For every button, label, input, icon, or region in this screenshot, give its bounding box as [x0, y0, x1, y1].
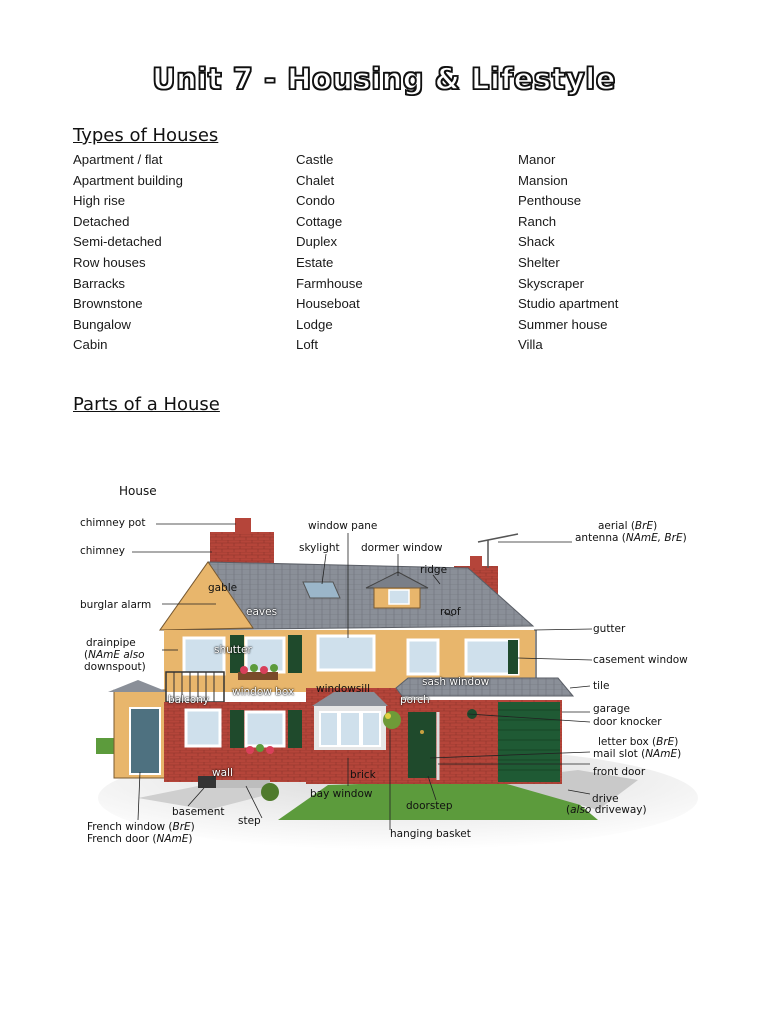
label-hanging-basket: hanging basket: [390, 828, 471, 840]
list-item: Penthouse: [518, 193, 582, 209]
list-item: Houseboat: [296, 296, 360, 312]
label-wall: wall: [212, 767, 233, 779]
list-item: Detached: [73, 213, 130, 229]
chimney-pot: [235, 518, 251, 534]
label-balcony: balcony: [168, 694, 210, 706]
label-window-box: window box: [232, 686, 295, 698]
list-item: Loft: [296, 337, 318, 353]
list-item: High rise: [73, 193, 126, 209]
label-downspout: downspout): [84, 661, 146, 673]
list-item: Bungalow: [73, 316, 131, 332]
label-doorstep: doorstep: [406, 800, 453, 812]
label-windowsill: windowsill: [316, 683, 371, 695]
types-column-3: [518, 150, 618, 356]
list-item: Lodge: [296, 316, 333, 332]
list-item: Brownstone: [73, 296, 143, 312]
list-item: Shack: [518, 234, 555, 250]
list-item: Mansion: [518, 172, 568, 188]
label-eaves: eaves: [246, 606, 278, 618]
diagram-title: House: [119, 484, 157, 498]
label-dormer-window: dormer window: [361, 542, 443, 554]
label-french-door: French door (NAmE): [87, 833, 193, 845]
types-heading: Types of Houses: [73, 125, 219, 146]
label-drainpipe: drainpipe: [86, 637, 136, 649]
list-item: Manor: [518, 152, 556, 167]
label-chimney-pot: chimney pot: [80, 517, 146, 529]
label-skylight: skylight: [299, 542, 340, 554]
skylight: [303, 582, 340, 598]
list-item: Summer house: [518, 316, 608, 332]
list-item: Estate: [296, 254, 334, 270]
list-item: Castle: [296, 152, 334, 167]
list-item: Duplex: [296, 234, 338, 250]
list-item: Cottage: [296, 213, 343, 229]
label-roof: roof: [440, 606, 461, 618]
label-shutter: shutter: [214, 644, 252, 656]
hedge: [96, 738, 116, 754]
label-drive-note: (also driveway): [566, 804, 647, 816]
list-item: Condo: [296, 193, 335, 209]
french-window: [130, 708, 160, 774]
list-item: Row houses: [73, 254, 146, 270]
label-ridge: ridge: [420, 564, 448, 576]
parts-heading: Parts of a House: [73, 394, 220, 415]
types-column-2: [296, 150, 363, 356]
list-item: Chalet: [296, 172, 335, 188]
list-item: Semi-detached: [73, 234, 162, 250]
window-pane: [318, 636, 374, 670]
label-porch: porch: [400, 694, 430, 706]
label-step: step: [238, 815, 261, 827]
label-garage: garage: [593, 703, 630, 715]
list-item: Apartment building: [73, 172, 183, 188]
list-item: Farmhouse: [296, 275, 363, 291]
label-gable: gable: [208, 582, 238, 594]
label-brick: brick: [350, 769, 376, 781]
label-letter-box: letter box (BrE): [598, 736, 679, 748]
label-front-door: front door: [593, 766, 646, 778]
types-column-1: [73, 150, 183, 356]
list-item: Studio apartment: [518, 296, 619, 312]
label-french-window: French window (BrE): [87, 821, 195, 833]
label-casement-window: casement window: [593, 654, 688, 666]
label-drainpipe-note: (NAmE also: [84, 649, 145, 661]
label-bay-window: bay window: [310, 788, 373, 800]
list-item: Villa: [518, 337, 543, 353]
page-title: Unit 7 - Housing & Lifestyle: [152, 62, 616, 96]
list-item: Shelter: [518, 254, 560, 270]
hanging-basket: [383, 711, 401, 729]
list-item: Skyscraper: [518, 275, 584, 291]
label-gutter: gutter: [593, 623, 626, 635]
label-tile: tile: [593, 680, 610, 692]
label-mail-slot: mail slot (NAmE): [593, 748, 682, 760]
label-chimney: chimney: [80, 545, 125, 557]
list-item: Cabin: [73, 337, 108, 353]
front-door: [408, 712, 436, 778]
label-antenna: antenna (NAmE, BrE): [575, 532, 687, 544]
list-item: Apartment / flat: [73, 152, 163, 167]
label-sash-window: sash window: [422, 676, 490, 688]
list-item: Barracks: [73, 275, 126, 291]
label-burglar-alarm: burglar alarm: [80, 599, 152, 611]
house-diagram: [78, 480, 718, 850]
label-drive: drive: [592, 793, 619, 805]
label-door-knocker: door knocker: [593, 716, 662, 728]
label-aerial: aerial (BrE): [598, 520, 658, 532]
list-item: Ranch: [518, 213, 557, 229]
label-basement: basement: [172, 806, 225, 818]
label-window-pane: window pane: [308, 520, 378, 532]
